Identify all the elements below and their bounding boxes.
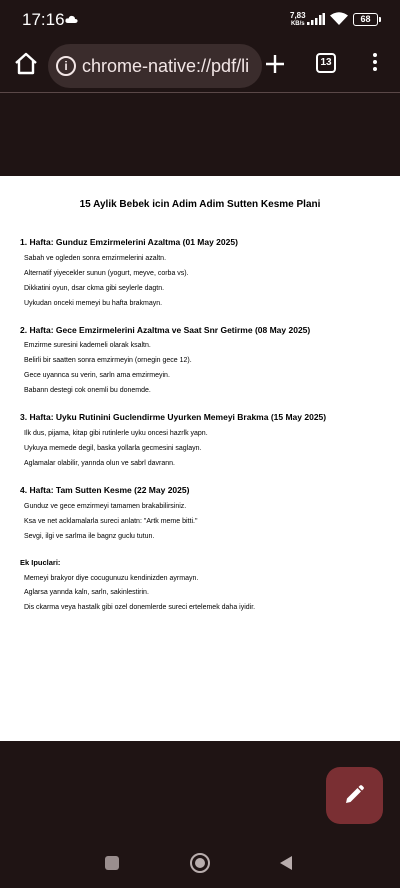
section-line: Uykudan onceki memeyi bu hafta brakmayn. — [24, 300, 163, 307]
section-line: Belirli bir saatten sonra emzirmeyin (ornegin gece 12). — [24, 357, 192, 364]
signal-icon — [307, 13, 325, 25]
section-line: Aglamalar olabilir, yannda olun ve sabrl davrann. — [24, 460, 175, 467]
address-bar[interactable] — [48, 44, 262, 88]
tip-line: Memeyi brakyor diye cocugunuzu kendinizden ayrmayn. — [24, 575, 199, 582]
section-heading: 3. Hafta: Uyku Rutinini Guclendirme Uyurken Memeyi Brakma (15 May 2025) — [20, 412, 327, 422]
section-line: Sabah ve ogleden sonra emzirmelerini azaltn. — [24, 255, 167, 262]
more-menu-icon[interactable] — [368, 51, 382, 77]
document-title: 15 Aylik Bebek icin Adim Adim Sutten Kesme Plani — [79, 199, 321, 210]
section-line: Gece uyannca su verin, sarln ama emzirmeyin. — [24, 372, 170, 379]
toolbar-divider — [0, 92, 400, 93]
home-nav-button[interactable] — [190, 853, 210, 873]
section-line: Emzirme suresini kademeli olarak ksaltn. — [24, 342, 151, 349]
edit-fab-button[interactable] — [326, 767, 383, 824]
browser-toolbar — [0, 38, 400, 92]
back-nav-icon[interactable] — [279, 855, 293, 871]
tip-line: Aglarsa yannda kaln, sarln, sakinlestirin. — [24, 589, 149, 596]
cloud-icon — [65, 15, 78, 23]
section-line: Alternatif yiyecekler sunun (yogurt, meyve, corba vs). — [24, 270, 189, 277]
home-icon[interactable] — [12, 50, 40, 78]
wifi-icon — [330, 12, 348, 26]
tip-line: Dis ckarma veya hastalk gibi ozel donemlerde sureci ertelemek daha iyidir. — [24, 604, 256, 611]
status-time: 17:16 — [22, 10, 65, 29]
new-tab-icon[interactable] — [263, 52, 287, 76]
battery-indicator: 68 — [353, 13, 378, 26]
section-line: Dikkatini oyun, dsar ckma gibi seylerle dagtn. — [24, 285, 165, 292]
pencil-icon — [344, 785, 364, 805]
section-line: Sevgi, ilgi ve sarlma ile bagnz guclu tutun. — [24, 533, 155, 540]
section-heading: 1. Hafta: Gunduz Emzirmelerini Azaltma (01 May 2025) — [20, 237, 238, 247]
network-speed-unit: KB/s — [290, 21, 305, 27]
tab-switcher-button[interactable]: 13 — [316, 53, 336, 73]
section-heading: 2. Hafta: Gece Emzirmelerini Azaltma ve Saat Snr Getirme (08 May 2025) — [20, 325, 311, 335]
tips-heading: Ek Ipuclari: — [20, 558, 61, 567]
recent-apps-button[interactable] — [105, 856, 119, 870]
section-line: Babann destegi cok onemli bu donemde. — [24, 387, 151, 394]
section-line: Uykuya memede degil, baska yollarla gecmesini saglayn. — [24, 445, 202, 452]
status-bar — [0, 0, 400, 38]
section-line: Ksa ve net acklamalarla sureci anlatn: "Artk meme bitti." — [24, 518, 198, 525]
info-icon[interactable]: i — [56, 56, 76, 76]
network-speed-value: 7,83 — [290, 11, 306, 20]
section-heading: 4. Hafta: Tam Sutten Kesme (22 May 2025) — [20, 485, 190, 495]
url-text[interactable]: chrome-native://pdf/li — [82, 56, 250, 76]
pdf-page — [0, 176, 400, 741]
section-line: Ilk dus, pijama, kitap gibi rutinlerle uyku oncesi hazrlk yapn. — [24, 430, 208, 437]
section-line: Gunduz ve gece emzirmeyi tamamen brakabilirsiniz. — [24, 503, 187, 510]
network-speed — [290, 12, 306, 28]
